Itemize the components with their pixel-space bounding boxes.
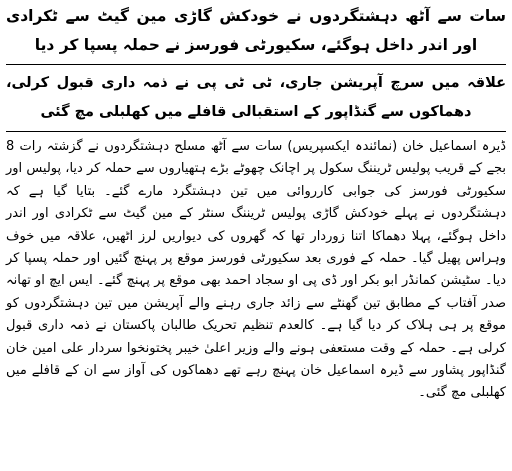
headline-divider [6,64,506,65]
article-body: ڈیرہ اسماعیل خان (نمائندہ ایکسپریس) سات سے آٹھ مسلح دہشتگردوں نے گزشتہ رات 8 بجے کے قریب پولیس ٹریننگ سکول پر اچانک چھوٹے بڑے ہتھیاروں سے حملہ کر دیا، پولیس اور سکیورٹی فورسز کی جوابی کارروائی میں تین دہشتگرد مارے گئے۔ بتایا گیا ہے کہ دہشتگردوں نے پہلے خودکش گاڑی پولیس ٹریننگ سنٹر کے مین گیٹ سے ٹکرادی اور اندر داخل ہوگئے، پہلا دھماکا اتنا زوردار تھا کہ گھروں کی دیواریں لرز اٹھیں، علاقہ میں خوف وہراس پھیل گیا۔ حملہ کے فوری بعد سکیورٹی فورسز موقع پر پہنچ گئیں اور حملہ پسپا کر دیا۔ سٹیشن کمانڈر ابو بکر اور ڈی پی او سجاد احمد بھی موقع پر پہنچ گئے۔ ایس ایچ او تھانہ صدر آفتاب کے مطابق تین گھنٹے سے زائد جاری رہنے والے آپریشن میں تین دہشتگردوں کو موقع پر ہی ہلاک کر دیا گیا ہے۔ کالعدم تنظیم تحریک طالبان پاکستان نے ذمہ داری قبول کرلی ہے۔ حملہ کے وقت مستعفی ہونے والے وزیر اعلیٰ خیبر پختونخوا سردار علی امین خان گنڈاپور پشاور سے ڈیرہ اسماعیل خان پہنچ رہے تھے دھماکوں کی آواز سے ان کے قافلے میں کھلبلی مچ گئی۔ [6,139,506,401]
article-headline: سات سے آٹھ دہشتگردوں نے خودکش گاڑی مین گیٹ سے ٹکرادی اور اندر داخل ہوگئے، سکیورٹی فورسز نے حملہ پسپا کر دیا [6,7,506,54]
subheadline-divider [6,131,506,132]
article-subheadline: علاقہ میں سرچ آپریشن جاری، ٹی ٹی پی نے ذمہ داری قبول کرلی، دھماکوں سے گنڈاپور کے استقبالی قافلے میں کھلبلی مچ گئی [6,75,506,120]
